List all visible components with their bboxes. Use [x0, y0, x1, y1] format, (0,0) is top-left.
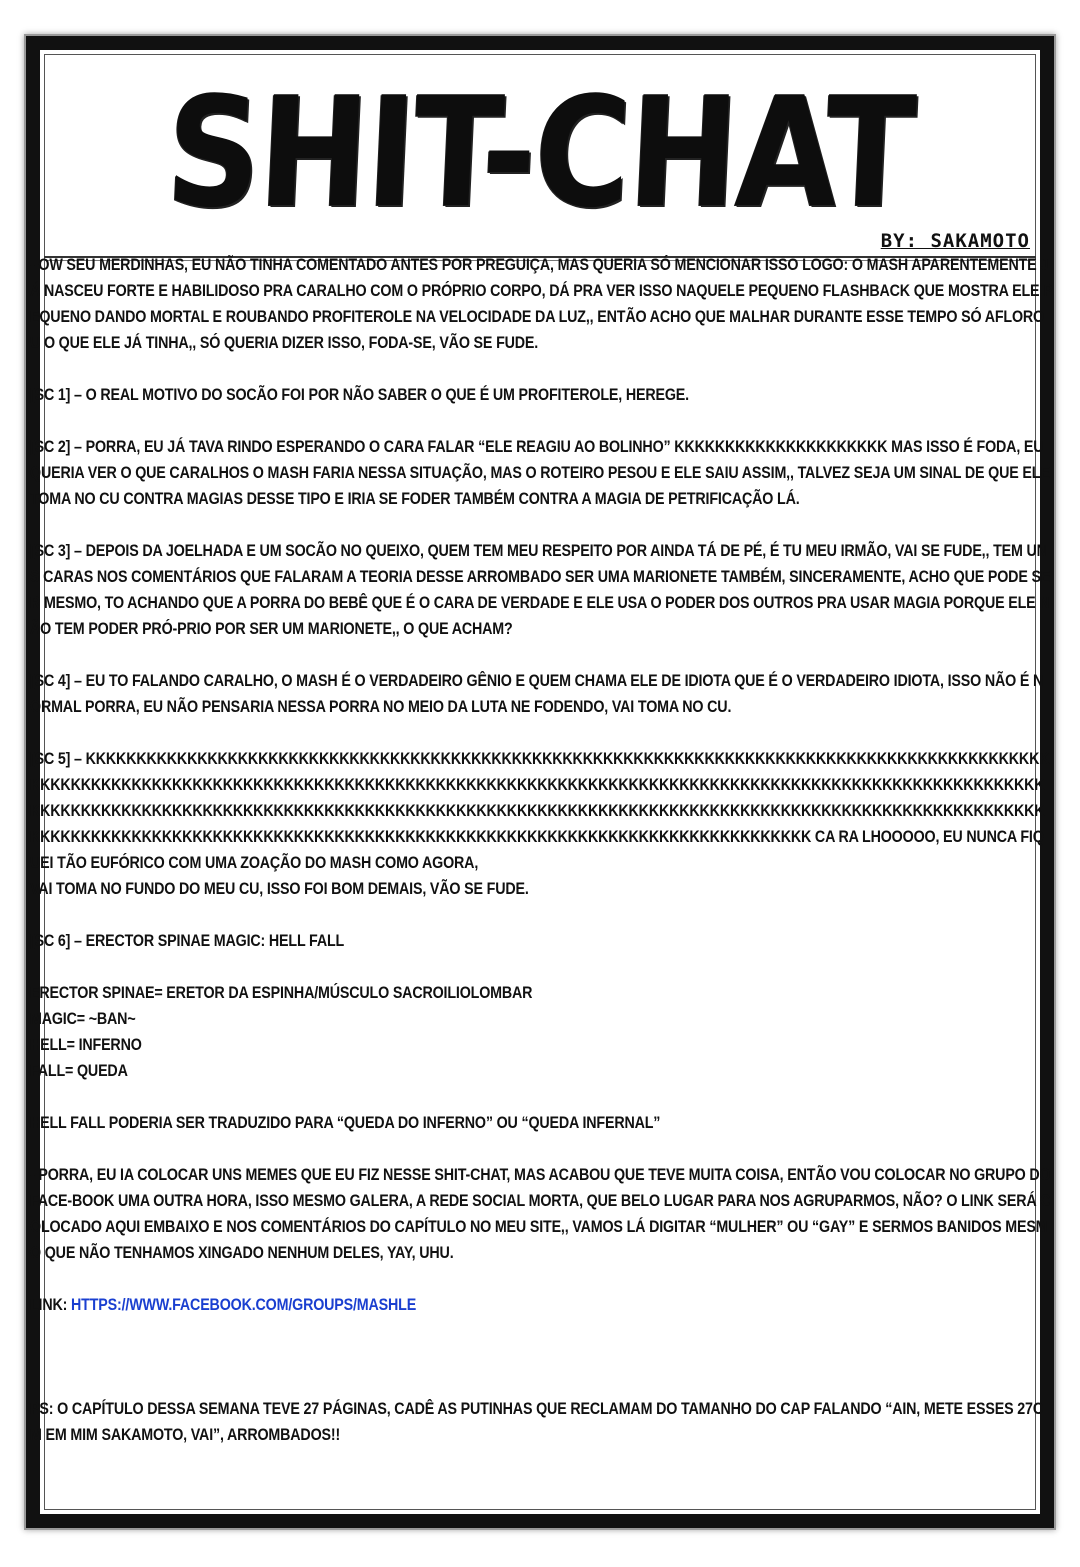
- sc5-laugh-text: [SC 5] – KKKKKKKKKKKKKKKKKKKKKKKKKKKKKKKKKKKKKKKKKKKKKKKKKKKKKKKKKKKKKKKKKKKKKKKKKKKKKKKKKKKKKKKKKKKKKKKKKKKKKKKKKKKKKKKKKKKKKKKKKKKKKKKKKKKKKKKKKKKKKKKKKKKKKKKKKKKKKKKKKKKKKKKKKKKKKKKKKKKKKKKKKKKKKKKKKKKKKKKKKKKKKKKKKKKKKKKKKKKKKKKKKKKKKKKKKKKKKKKKKKKKKKKKKKKKKKKKKKKKKKKKKKKKKKKKKKKKKKKKKKKKKKKKKKKKKKKKKKKKKKKKKKKKKKKKKKKKKKKKKKKKKKKKKKKKKKKKKKKKKKKKKKKKKKKKKKKKKKKKKKKKKKKKKKKK CA RA LHOOOOO, EU NUNCA FIQUEI TÃO EUFÓRICO COM UMA ZOAÇÃO DO MASH COMO AGORA,: [30, 749, 1050, 872]
- article-body: [30, 252, 1054, 1474]
- memes-paragraph: - PORRA, EU IA COLOCAR UNS MEMES QUE EU FIZ NESSE SHIT-CHAT, MAS ACABOU QUE TEVE MUITA COISA, ENTÃO VOU COLOCAR NO GRUPO DO FACE-BOOK UMA OUTRA HORA, ISSO MESMO GALERA, A REDE SOCIAL MORTA, QUE BELO LUGAR PARA NOS AGRUPARMOS, NÃO? O LINK SERÁ COLOCADO AQUI EMBAIXO E NOS COMENTÁRIOS DO CAPÍTULO NO MEU SITE,, VAMOS LÁ DIGITAR “MULHER” OU “GAY” E SERMOS BANIDOS MESMO QUE NÃO TENHAMOS XINGADO NENHUM DELES, YAY, UHU.: [30, 1165, 1051, 1262]
- glossary-line: MAGIC= ~BAN~: [30, 1009, 136, 1028]
- intro-paragraph: - OW SEU MERDINHAS, EU NÃO TINHA COMENTADO ANTES POR PREGUIÇA, MAS QUERIA SÓ MENCIONAR ISSO LOGO: O MASH APARENTEMENTE JÁ NASCEU FORTE E HABILIDOSO PRA CARALHO COM O PRÓPRIO CORPO, DÁ PRA VER ISSO NAQUELE PEQUENO FLASHBACK QUE MOSTRA ELE PEQUENO DANDO MORTAL E ROUBANDO PROFITEROLE NA VELOCIDADE DA LUZ,, ENTÃO ACHO QUE MALHAR DURANTE ESSE TEMPO SÓ AFLOROU O QUE ELE JÁ TINHA,, SÓ QUERIA DIZER ISSO, FODA-SE, VÃO SE FUDE.: [30, 255, 1053, 352]
- sc3-paragraph: [SC 3] – DEPOIS DA JOELHADA E UM SOCÃO NO QUEIXO, QUEM TEM MEU RESPEITO POR AINDA TÁ DE PÉ, É TU MEU IRMÃO, VAI SE FUDE,, TEM UNS CARAS NOS COMENTÁRIOS QUE FALARAM A TEORIA DESSE ARROMBADO SER UMA MARIONETE TAMBÉM, SINCERAMENTE, ACHO QUE PODE SER MESMO, TO ACHANDO QUE A PORRA DO BEBÊ QUE É O CARA DE VERDADE E ELE USA O PODER DOS OUTROS PRA USAR MAGIA PORQUE ELE NÃO TEM PODER PRÓ-PRIO POR SER UM MARIONETE,, O QUE ACHAM?: [30, 541, 1051, 638]
- header: [40, 50, 1040, 256]
- glossary-block: [30, 980, 1054, 1084]
- link-label: LINK:: [30, 1295, 72, 1314]
- sc4-paragraph: [SC 4] – EU TO FALANDO CARALHO, O MASH É O VERDADEIRO GÊNIO E QUEM CHAMA ELE DE IDIOTA QUE É O VERDADEIRO IDIOTA, ISSO NÃO É NORMAL PORRA, EU NÃO PENSARIA NESSA PORRA NO MEIO DA LUTA NE FODENDO, VAI TOMA NO CU.: [30, 671, 1044, 716]
- link-paragraph: [30, 1292, 1054, 1318]
- sc5-end-text: VAI TOMA NO FUNDO DO MEU CU, ISSO FOI BOM DEMAIS, VÃO SE FUDE.: [30, 879, 529, 898]
- sc5-paragraph: [30, 746, 1054, 902]
- glossary-line: FALL= QUEDA: [30, 1061, 128, 1080]
- facebook-group-link[interactable]: HTTPS://WWW.FACEBOOK.COM/GROUPS/MASHLE: [71, 1295, 417, 1314]
- page-title: SHIT-CHAT: [162, 64, 918, 241]
- sc2-paragraph: [SC 2] – PORRA, EU JÁ TAVA RINDO ESPERANDO O CARA FALAR “ELE REAGIU AO BOLINHO” KKKKKKKKKKKKKKKKKKKKK MAS ISSO É FODA, EU QUERIA VER O QUE CARALHOS O MASH FARIA NESSA SITUAÇÃO, MAS O ROTEIRO PESOU E ELE SAIU ASSIM,, TALVEZ SEJA UM SINAL DE QUE ELE TOMA NO CU CONTRA MAGIAS DESSE TIPO E IRIA SE FODER TAMBÉM CONTRA A MAGIA DE PETRIFICAÇÃO LÁ.: [30, 437, 1050, 508]
- glossary-line: HELL= INFERNO: [30, 1035, 142, 1054]
- translation-paragraph: HELL FALL PODERIA SER TRADUZIDO PARA “QUEDA DO INFERNO” OU “QUEDA INFERNAL”: [30, 1113, 661, 1132]
- sc6-paragraph: [SC 6] – ERECTOR SPINAE MAGIC: HELL FALL: [30, 931, 345, 950]
- glossary-line: ERECTOR SPINAE= ERETOR DA ESPINHA/MÚSCULO SACROILIOLOMBAR: [30, 983, 533, 1002]
- ps-paragraph: PS: O CAPÍTULO DESSA SEMANA TEVE 27 PÁGINAS, CADÊ AS PUTINHAS QUE RECLAMAM DO TAMANHO DO CAP FALANDO “AIN, METE ESSES 27CM EM MIM SAKAMOTO, VAI”, ARROMBADOS!!: [30, 1399, 1043, 1444]
- author-byline: BY: SAKAMOTO: [880, 230, 1030, 252]
- sc1-paragraph: [SC 1] – O REAL MOTIVO DO SOCÃO FOI POR NÃO SABER O QUE É UM PROFITEROLE, HEREGE.: [30, 385, 689, 404]
